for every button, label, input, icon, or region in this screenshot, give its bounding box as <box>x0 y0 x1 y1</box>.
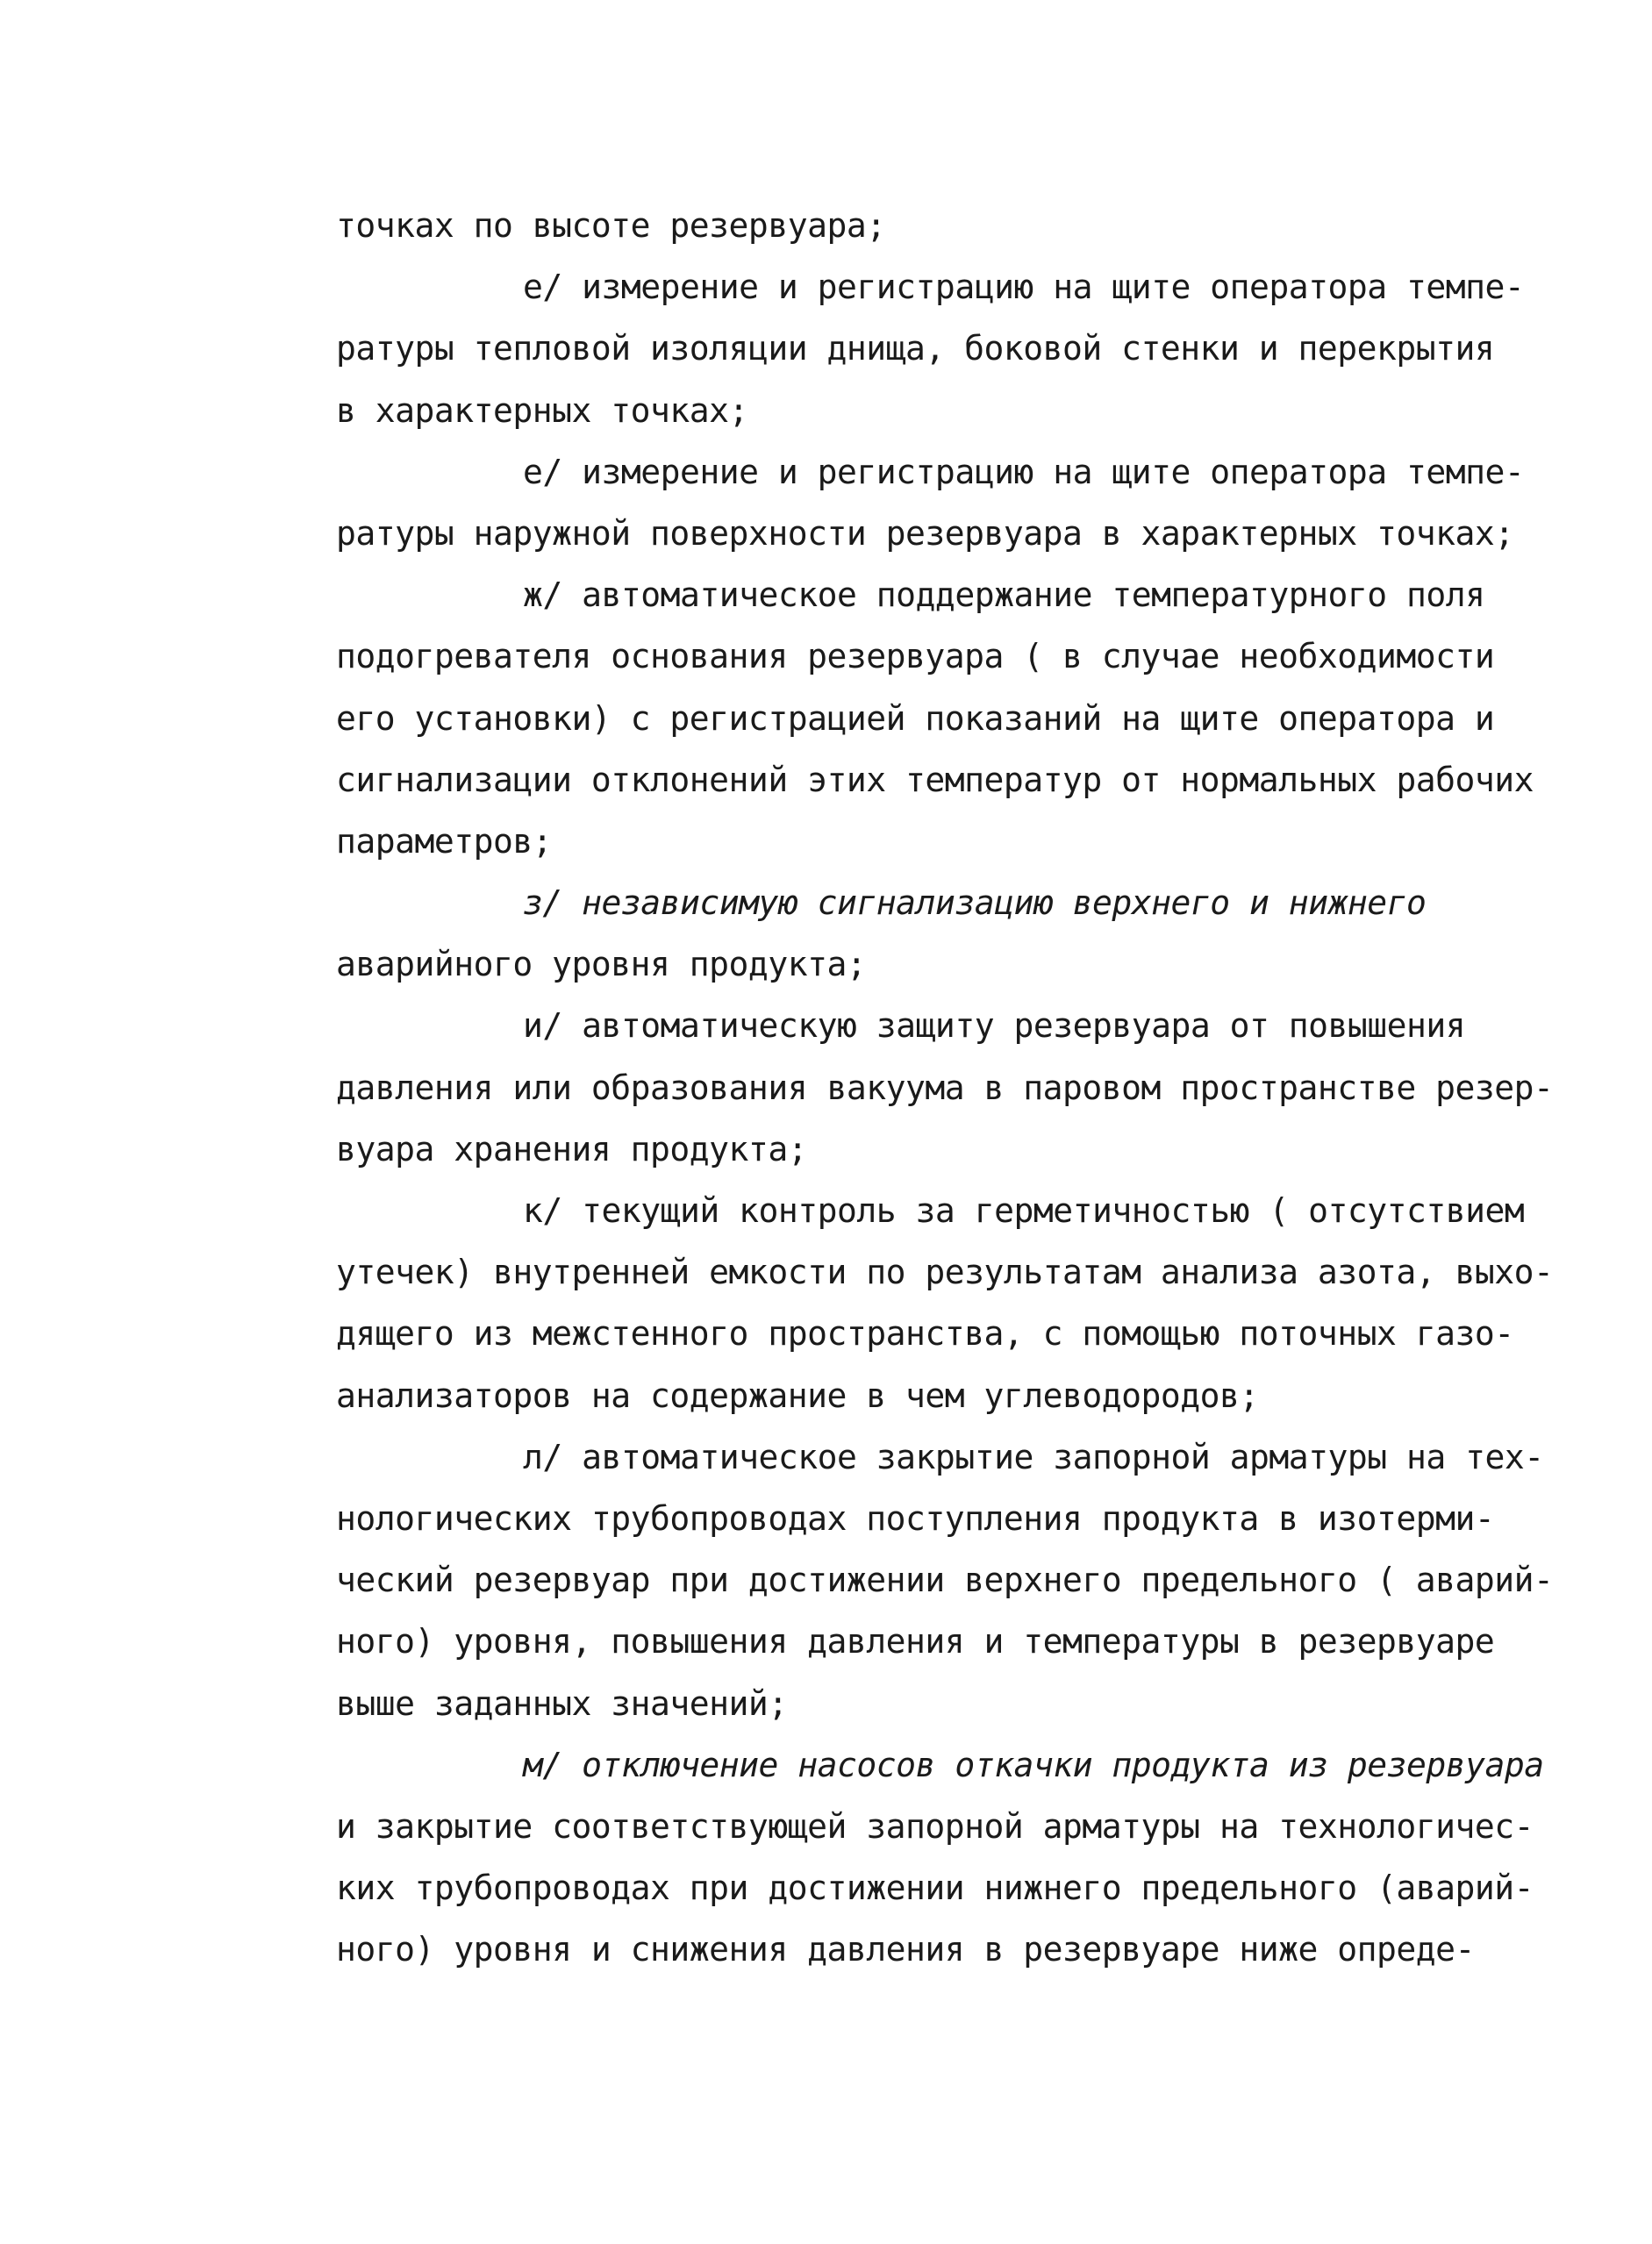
text-line: ного) уровня, повышения давления и температуры в резервуаре <box>336 1622 1495 1662</box>
text-line: аварийного уровня продукта; <box>336 945 867 984</box>
text-line: м/ отключение насосов откачки продукта из резервуара <box>523 1745 1544 1784</box>
text-line: в характерных точках; <box>336 390 748 430</box>
document-body <box>336 195 1554 1980</box>
text-line: и/ автоматическую защиту резервуара от повышения <box>523 1006 1466 1046</box>
text-line: давления или образования вакуума в паровом пространстве резер- <box>336 1068 1554 1107</box>
text-line: вуара хранения продукта; <box>336 1129 808 1168</box>
text-line: точках по высоте резервуара; <box>336 206 886 245</box>
text-line: его установки) с регистрацией показаний на щите оператора и <box>336 698 1495 738</box>
text-line: выше заданных значений; <box>336 1683 788 1723</box>
text-line: ческий резервуар при достижении верхнего предельного ( аварий- <box>336 1561 1554 1600</box>
text-line: е/ измерение и регистрацию на щите оператора темпе- <box>523 268 1525 307</box>
text-line: ж/ автоматическое поддержание температурного поля <box>523 575 1485 615</box>
text-line: л/ автоматическое закрытие запорной арматуры на тех- <box>523 1437 1544 1476</box>
text-line: к/ текущий контроль за герметичностью ( отсутствием <box>523 1191 1525 1230</box>
text-line: ратуры наружной поверхности резервуара в характерных точках; <box>336 513 1514 553</box>
text-line: утечек) внутренней емкости по результатам анализа азота, выхо- <box>336 1253 1554 1292</box>
text-line: нологических трубопроводах поступления продукта в изотерми- <box>336 1498 1495 1538</box>
text-line: з/ независимую сигнализацию верхнего и нижнего <box>523 883 1427 923</box>
text-line: сигнализации отклонений этих температур от нормальных рабочих <box>336 760 1534 799</box>
text-line: подогревателя основания резервуара ( в случае необходимости <box>336 637 1495 676</box>
text-line: и закрытие соответствующей запорной арматуры на технологичес- <box>336 1806 1534 1846</box>
text-line: ного) уровня и снижения давления в резервуаре ниже опреде- <box>336 1930 1475 1969</box>
text-line: ратуры тепловой изоляции днища, боковой стенки и перекрытия <box>336 329 1495 368</box>
text-line: дящего из межстенного пространства, с помощью поточных газо- <box>336 1314 1514 1354</box>
text-line: ких трубопроводах при достижении нижнего предельного (аварий- <box>336 1869 1534 1908</box>
text-line: анализаторов на содержание в чем углеводородов; <box>336 1376 1259 1415</box>
text-line: параметров; <box>336 821 553 861</box>
text-line: е/ измерение и регистрацию на щите оператора темпе- <box>523 452 1525 491</box>
